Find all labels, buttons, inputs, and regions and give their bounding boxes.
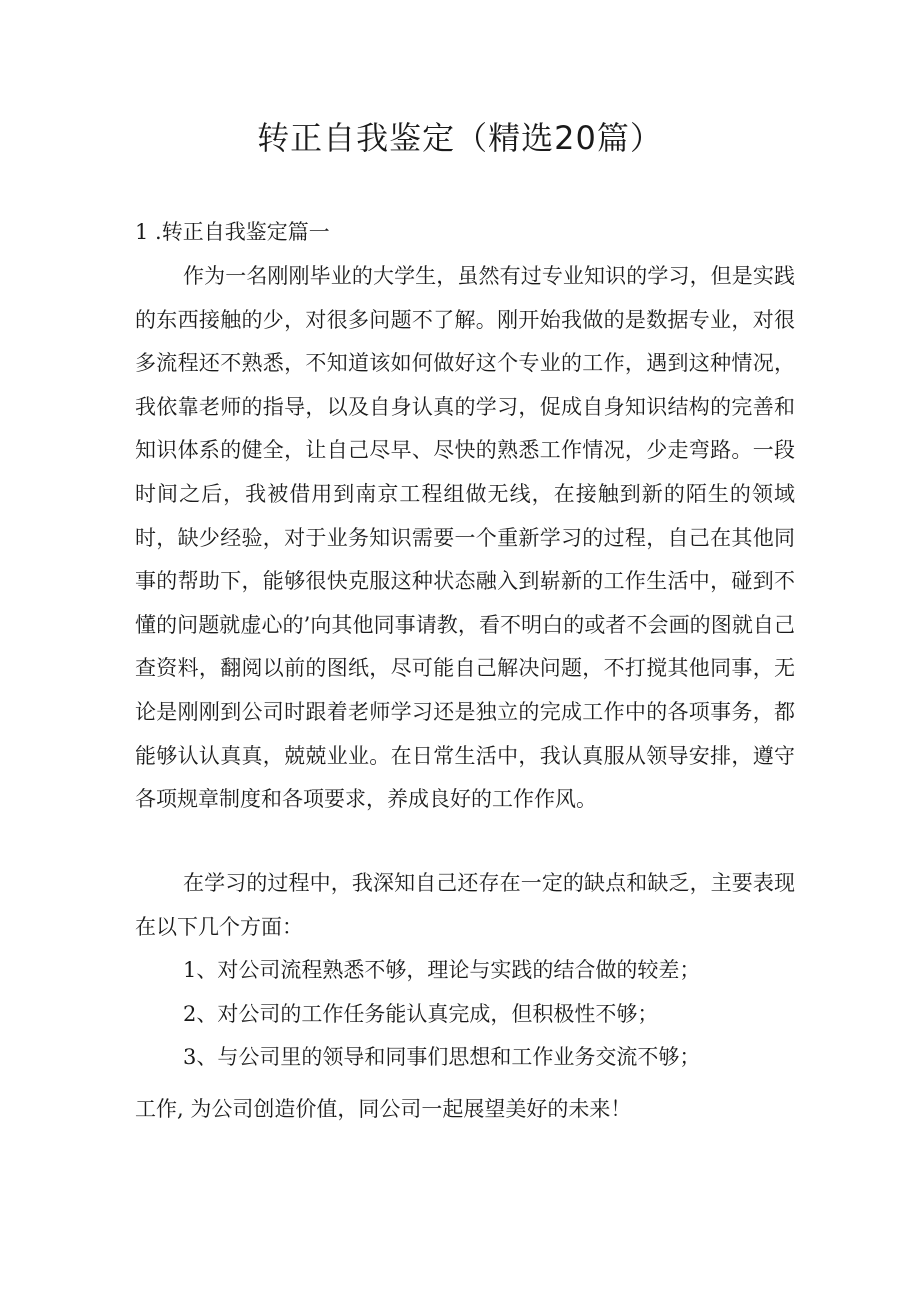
paragraph-2: 在学习的过程中，我深知自己还存在一定的缺点和缺乏，主要表现在以下几个方面： [135,871,795,939]
list-item: 2、对公司的工作任务能认真完成，但积极性不够； [183,1001,659,1026]
list-item: 1、对公司流程熟悉不够，理论与实践的结合做的较差； [183,958,701,982]
closing-line: 工作, 为公司创造价值，同公司一起展望美好的未来！ [135,1097,632,1121]
paragraph-1: 作为一名刚刚毕业的大学生，虽然有过专业知识的学习，但是实践的东西接触的少，对很多问题不了解。刚开始我做的是数据专业，对很多流程还不熟悉，不知道该如何做好这个专业的工作，遇到这种情况，我依靠老师的指导，以及自身认真的学习，促成自身知识结构的完善和知识体系的健全，让自己尽早、尽快的熟悉工作情况，少走弯路。一段时间之后，我被借用到南京工程组做无线，在接触到新的陌生的领域时，缺少经验，对于业务知识需要一个重新学习的过程，自己在其他同事的帮助下，能够很快克服这种状态融入到崭新的工作生活中，碰到不懂的问题就虚心的’向其他同事请教，看不明白的或者不会画的图就自己查资料，翻阅以前的图纸，尽可能自己解决问题，不打搅其他同事，无论是刚刚到公司时跟着老师学习还是独立的完成工作中的各项事务，都能够认认真真，兢兢业业。在日常生活中，我认真服从领导安排，遵守各项规章制度和各项要求，养成良好的工作作风。 [135,264,795,812]
document-title: 转正自我鉴定（精选20篇） [257,119,663,157]
section-heading: 1 .转正自我鉴定篇一 [135,220,330,244]
shortcomings-list [183,949,803,1080]
list-item: 3、与公司里的领导和同事们思想和工作业务交流不够； [183,1045,701,1070]
